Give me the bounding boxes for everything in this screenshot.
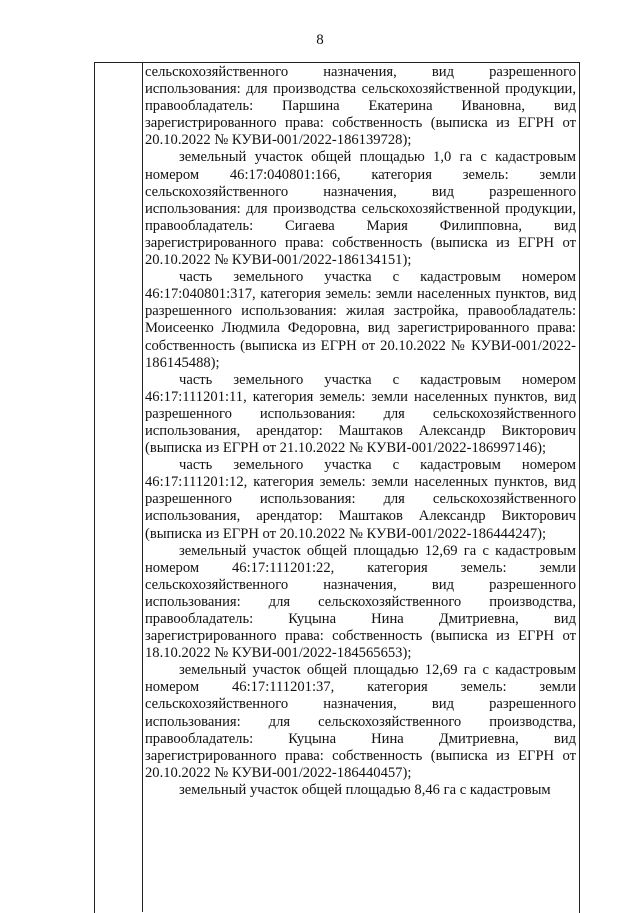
paragraph: часть земельного участка с кадастровым номером 46:17:111201:11, категория земель: земли населенных пунктов, вид разрешенного использования: для сельскохозяйственного использования, арендатор: Маштаков Александр Викторович (выписка из ЕГРН от 21.10.2022 № КУВИ-001/2022-186997146); — [145, 371, 576, 457]
table-text-cell — [145, 64, 576, 799]
paragraph: земельный участок общей площадью 12,69 га с кадастровым номером 46:17:111201:37, категория земель: земли сельскохозяйственного назначения, вид разрешенного использования: для сельскохозяйственного производства, правообладатель: Куцына Нина Дмитриевна, вид зарегистрированного права: собственность (выписка из ЕГРН от 20.10.2022 № КУВИ-001/2022-186440457); — [145, 662, 576, 781]
paragraph: часть земельного участка с кадастровым номером 46:17:111201:12, категория земель: земли населенных пунктов, вид разрешенного использования: для сельскохозяйственного использования, арендатор: Маштаков Александр Викторович (выписка из ЕГРН от 20.10.2022 № КУВИ-001/2022-186444247); — [145, 457, 576, 542]
paragraph: земельный участок общей площадью 8,46 га с кадастровым — [179, 781, 551, 798]
table-column-divider — [142, 62, 143, 912]
paragraph: земельный участок общей площадью 1,0 га с кадастровым номером 46:17:040801:166, категория земель: земли сельскохозяйственного назначения, вид разрешенного использования: для производства сельскохозяйственной продукции, правообладатель: Сигаева Мария Филипповна, вид зарегистрированного права: собственность (выписка из ЕГРН от 20.10.2022 № КУВИ-001/2022-186134151); — [145, 149, 576, 269]
paragraph: часть земельного участка с кадастровым номером 46:17:040801:317, категория земель: земли населенных пунктов, вид разрешенного использования: жилая застройка, правообладатель: Моисеенко Людмила Федоровна, вид зарегистрированного права: собственность (выписка из ЕГРН от 20.10.2022 № КУВИ-001/2022-186145488); — [145, 269, 576, 371]
page-number: 8 — [316, 32, 324, 48]
paragraph: земельный участок общей площадью 12,69 га с кадастровым номером 46:17:111201:22, категория земель: земли сельскохозяйственного назначения, вид разрешенного использования: для сельскохозяйственного производства, правообладатель: Куцына Нина Дмитриевна, вид зарегистрированного права: собственность (выписка из ЕГРН от 18.10.2022 № КУВИ-001/2022-184565653); — [145, 542, 576, 662]
paragraph: сельскохозяйственного назначения, вид разрешенного использования: для производства сельскохозяйственной продукции, правообладатель: Паршина Екатерина Ивановна, вид зарегистрированного права: собственность (выписка из ЕГРН от 20.10.2022 № КУВИ-001/2022-186139728); — [145, 64, 576, 149]
